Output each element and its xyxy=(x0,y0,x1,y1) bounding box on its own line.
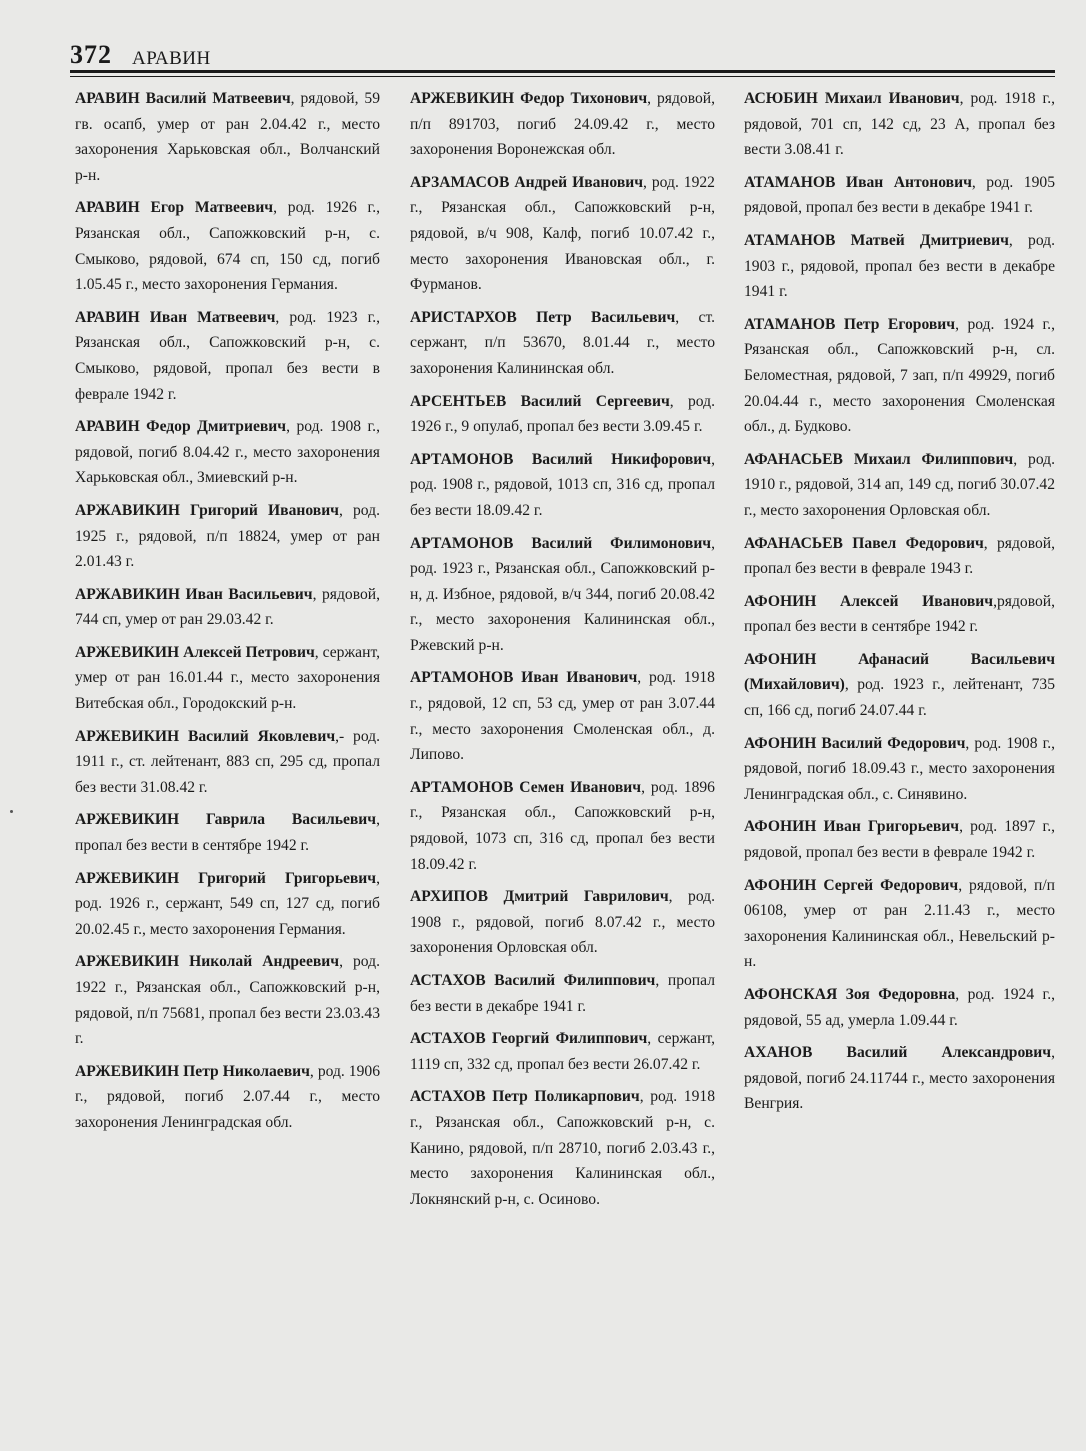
entry-text: , род. 1926 г., 9 опулаб, пропал без вести 3.09.45 г. xyxy=(410,392,715,436)
entry-text: , род. 1897 г., рядовой, пропал без вести в феврале 1942 г. xyxy=(744,818,1055,862)
entry-name: АРТАМОНОВ Василий Никифорович xyxy=(410,450,712,468)
entry xyxy=(744,589,1055,640)
entry-name: АСТАХОВ Василий Филиппович xyxy=(410,972,656,989)
entry-text: , род. 1908 г., рядовой, погиб 8.07.42 г., место захоронения Орловская обл. xyxy=(410,888,715,957)
entry-name: АРТАМОНОВ Василий Филимонович xyxy=(410,534,712,552)
entry xyxy=(75,305,380,407)
entry xyxy=(75,582,380,633)
entry-name: АРАВИН Василий Матвеевич xyxy=(75,90,291,107)
entry-text: , род. 1923 г., Рязанская обл., Сапожковский р-н, с. Смыково, рядовой, пропал без вести в феврале 1942 г. xyxy=(75,308,380,403)
entry-text: , род. 1908 г., рядовой, 1013 сп, 316 сд, пропал без вести 18.09.42 г. xyxy=(410,450,715,519)
entry-name: АФАНАСЬЕВ Павел Федорович xyxy=(744,534,984,552)
entry-text: , рядовой, пропал без вести в феврале 1943 г. xyxy=(744,534,1056,578)
entry-text: , рядовой, 59 гв. осапб, умер от ран 2.04.42 г., место захоронения Харьковская обл., Волчанский р-н. xyxy=(75,90,380,184)
entry-text: , род. 1922 г., Рязанская обл., Сапожковский р-н, рядовой, п/п 75681, пропал без вести 23.03.43 г. xyxy=(75,953,380,1048)
entry-text: ,рядовой, пропал без вести в сентябре 1942 г. xyxy=(744,592,1055,636)
entry-name: АХАНОВ Василий Александрович xyxy=(744,1044,1052,1062)
page-header xyxy=(70,40,1055,70)
entry-text: , пропал без вести в декабре 1941 г. xyxy=(410,972,715,1015)
entry xyxy=(744,1040,1055,1117)
entry xyxy=(75,1059,380,1136)
entry-text: , род. 1903 г., рядовой, пропал без вести в декабре 1941 г. xyxy=(744,231,1055,301)
entry xyxy=(75,949,380,1051)
entry-name: АРАВИН Егор Матвеевич xyxy=(75,199,274,217)
entry-text: ,- род. 1911 г., ст. лейтенант, 883 сп, 295 сд, пропал без вести 31.08.42 г. xyxy=(75,727,380,796)
entry xyxy=(75,498,380,575)
entry-text: , род. 1896 г., Рязанская обл., Сапожковский р-н, рядовой, 1073 сп, 316 сд, пропал без вести 18.09.42 г. xyxy=(410,778,715,873)
entry xyxy=(744,86,1055,163)
entry-name: АРХИПОВ Дмитрий Гаврилович xyxy=(410,888,669,906)
entry-name: АФОНИН Иван Григорьевич xyxy=(744,818,960,836)
entry-text: , род. 1923 г., Рязанская обл., Сапожковский р-н, д. Избное, рядовой, в/ч 344, погиб 20.08.42 г., место захоронения Калининская обл., Ржевский р-н. xyxy=(410,534,715,654)
entry-text: , рядовой, п/п 06108, умер от ран 2.11.43 г., место захоронения Калининская обл., Невельский р-н. xyxy=(744,876,1055,971)
column-1 xyxy=(75,86,380,1143)
entry-text: , сержант, 1119 сп, 332 сд, пропал без вести 26.07.42 г. xyxy=(410,1030,715,1073)
entry-name: АРЖЕВИКИН Петр Николаевич xyxy=(75,1062,310,1080)
entry xyxy=(75,195,380,297)
entry xyxy=(75,86,380,188)
entry-name: АРЖЕВИКИН Федор Тихонович xyxy=(410,90,648,107)
entry-name: АРЗАМАСОВ Андрей Иванович xyxy=(410,173,644,191)
entry-name: АФОНИН Алексей Иванович xyxy=(744,592,994,610)
entry-name: АРЖЕВИКИН Василий Яковлевич xyxy=(75,727,336,745)
entry-text: , род. 1918 г., рядовой, 12 сп, 53 сд, умер от ран 3.07.44 г., место захоронения Смоленская обл., д. Липово. xyxy=(410,669,715,764)
entry xyxy=(744,982,1055,1033)
entry-text: , род. 1906 г., рядовой, погиб 2.07.44 г., место захоронения Ленинградская обл. xyxy=(75,1062,380,1131)
entry-name: АСЮБИН Михаил Иванович xyxy=(744,90,960,107)
entry xyxy=(410,389,715,440)
entry-text: , род. 1924 г., рядовой, 55 ад, умерла 1.09.44 г. xyxy=(744,986,1055,1029)
entry xyxy=(410,968,715,1019)
entry xyxy=(744,170,1055,221)
entry xyxy=(75,414,380,491)
entry-text: , рядовой, погиб 24.11744 г., место захоронения Венгрия. xyxy=(744,1044,1055,1113)
entry xyxy=(410,170,715,298)
entry-name: АРАВИН Федор Дмитриевич xyxy=(75,418,287,436)
speck-mark xyxy=(10,810,13,813)
entry-name: АРЖАВИКИН Григорий Иванович xyxy=(75,501,339,519)
column-2 xyxy=(410,86,715,1219)
entry-name: АРИСТАРХОВ Петр Васильевич xyxy=(410,308,676,326)
entry xyxy=(75,807,380,858)
entry-name: АРТАМОНОВ Семен Иванович xyxy=(410,778,642,796)
entry xyxy=(744,447,1055,524)
entry-text: , род. 1908 г., рядовой, погиб 18.09.43 г., место захоронения Ленинградская обл., с. Синявино. xyxy=(744,734,1055,803)
entry xyxy=(75,724,380,801)
entry-text: , род. 1925 г., рядовой, п/п 18824, умер от ран 2.01.43 г. xyxy=(75,501,380,571)
entry-name: АФОНИН Василий Федорович xyxy=(744,734,966,752)
entry xyxy=(410,884,715,961)
entry-name: АТАМАНОВ Матвей Дмитриевич xyxy=(744,231,1009,249)
entry xyxy=(410,1026,715,1077)
entry-text: , род. 1923 г., лейтенант, 735 сп, 166 сд, погиб 24.07.44 г. xyxy=(744,676,1055,720)
entry xyxy=(744,647,1055,724)
entry xyxy=(410,775,715,877)
entry xyxy=(410,305,715,382)
header-rule-thick xyxy=(70,70,1055,73)
entry-name: АРЖЕВИКИН Гаврила Васильевич xyxy=(75,811,377,829)
entry-name: АРТАМОНОВ Иван Иванович xyxy=(410,669,638,687)
entry-name: АРЖЕВИКИН Григорий Григорьевич xyxy=(75,869,377,887)
entry xyxy=(75,866,380,943)
entry-name: АТАМАНОВ Иван Антонович xyxy=(744,173,972,191)
running-head: АРАВИН xyxy=(132,48,211,69)
entry xyxy=(410,447,715,524)
entry xyxy=(744,873,1055,975)
entry-name: АСТАХОВ Петр Поликарпович xyxy=(410,1088,640,1106)
entry-text: , род. 1918 г., рядовой, 701 сп, 142 сд, 23 А, пропал без вести 3.08.41 г. xyxy=(744,90,1055,159)
entry-name: АФАНАСЬЕВ Михаил Филиппович xyxy=(744,450,1014,468)
header-rule-thin xyxy=(70,76,1055,77)
entry-name: АРЖАВИКИН Иван Васильевич xyxy=(75,585,313,603)
entry-name: АРЖЕВИКИН Алексей Петрович xyxy=(75,643,315,661)
entry-text: , род. 1926 г., сержант, 549 сп, 127 сд, погиб 20.02.45 г., место захоронения Германия. xyxy=(75,869,380,938)
entry-name: АФОНИН Афанасий Васильевич (Михайлович) xyxy=(744,650,1055,694)
entry-text: , род. 1910 г., рядовой, 314 ап, 149 сд, погиб 30.07.42 г., место захоронения Орловская обл. xyxy=(744,450,1055,519)
entry xyxy=(744,312,1055,440)
entry-text: , рядовой, п/п 891703, погиб 24.09.42 г., место захоронения Воронежская обл. xyxy=(410,90,715,159)
entry-text: , род. 1924 г., Рязанская обл., Сапожковский р-н, сл. Беломестная, рядовой, 7 зап, п/п 49929, погиб 20.04.44 г., место захоронения Смоленская обл., д. Будково. xyxy=(744,315,1055,436)
entry xyxy=(410,665,715,767)
entry-text: , сержант, умер от ран 16.01.44 г., место захоронения Витебская обл., Городокский р-н. xyxy=(75,643,380,713)
entry-name: АТАМАНОВ Петр Егорович xyxy=(744,315,956,333)
column-3 xyxy=(744,86,1055,1124)
entry-text: , род. 1918 г., Рязанская обл., Сапожковский р-н, с. Канино, рядовой, п/п 28710, погиб 2.03.43 г., место захоронения Калининская обл., Локнянский р-н, с. Осиново. xyxy=(410,1088,715,1208)
entry xyxy=(410,531,715,659)
entry-name: АСТАХОВ Георгий Филиппович xyxy=(410,1030,648,1048)
entry-text: , род. 1922 г., Рязанская обл., Сапожковский р-н, рядовой, в/ч 908, Калф, погиб 10.07.42 г., место захоронения Ивановская обл., г. Фурманов. xyxy=(410,173,715,294)
entry-text: , рядовой, 744 сп, умер от ран 29.03.42 г. xyxy=(75,585,380,629)
entry xyxy=(410,1084,715,1212)
page-number: 372 xyxy=(70,40,112,69)
entry-text: , род. 1926 г., Рязанская обл., Сапожковский р-н, с. Смыково, рядовой, 674 сп, 150 сд, погиб 1.05.45 г., место захоронения Германия. xyxy=(75,199,380,294)
entry-text: , ст. сержант, п/п 53670, 8.01.44 г., место захоронения Калининская обл. xyxy=(410,308,715,377)
entry-text: , пропал без вести в сентябре 1942 г. xyxy=(75,811,380,855)
entry-name: АФОНСКАЯ Зоя Федоровна xyxy=(744,986,956,1003)
entry-name: АРАВИН Иван Матвеевич xyxy=(75,308,276,326)
entry-name: АФОНИН Сергей Федорович xyxy=(744,876,959,894)
entry xyxy=(744,531,1055,582)
entry-text: , род. 1905 рядовой, пропал без вести в декабре 1941 г. xyxy=(744,173,1055,217)
entry xyxy=(744,731,1055,808)
entry xyxy=(410,86,715,163)
entry xyxy=(75,640,380,717)
entry xyxy=(744,228,1055,305)
entry-name: АРЖЕВИКИН Николай Андреевич xyxy=(75,953,340,971)
entry-text: , род. 1908 г., рядовой, погиб 8.04.42 г., место захоронения Харьковская обл., Змиевский р-н. xyxy=(75,418,380,487)
entry-name: АРСЕНТЬЕВ Василий Сергеевич xyxy=(410,392,670,410)
entry xyxy=(744,814,1055,865)
